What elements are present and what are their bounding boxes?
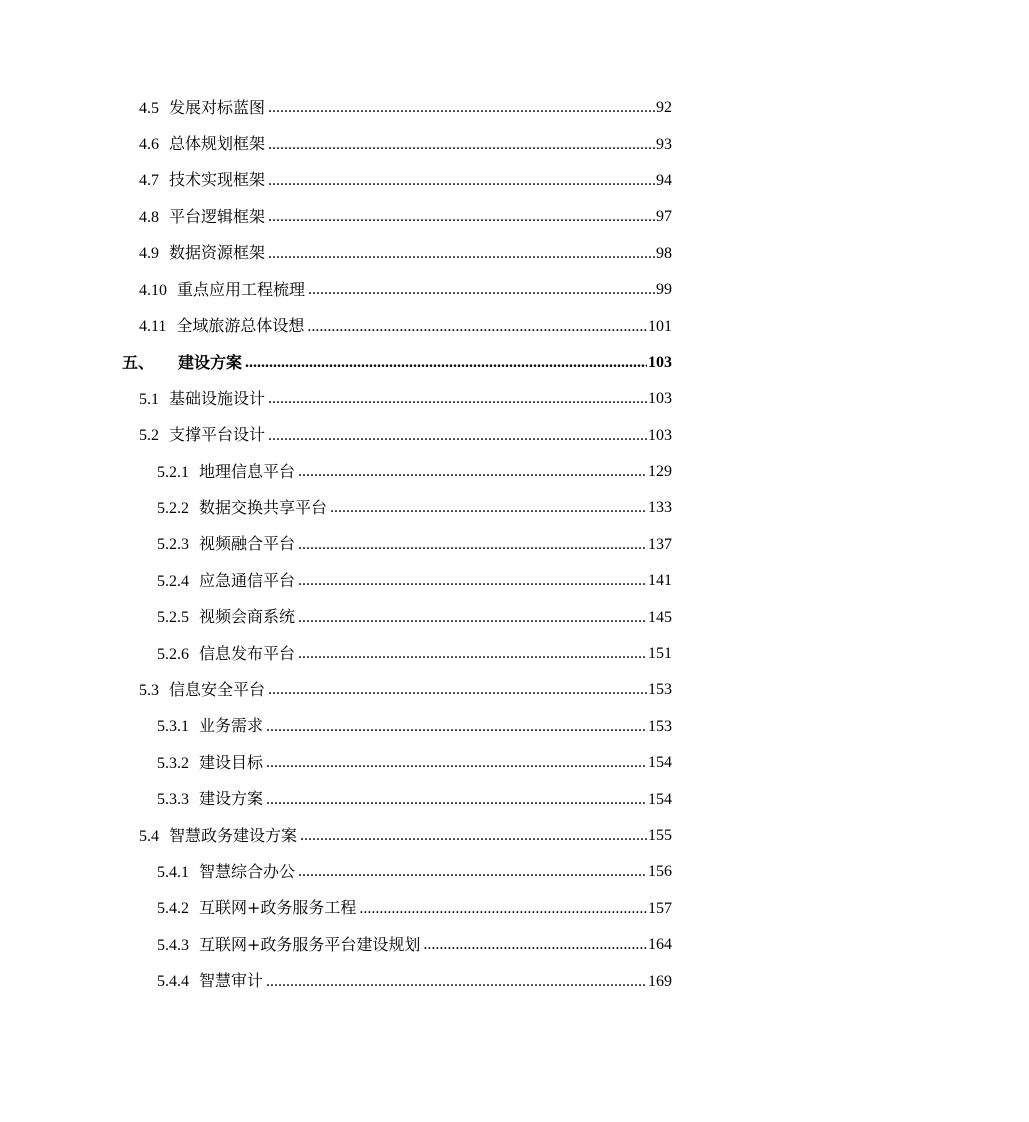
toc-entry-page: 94 [656,171,672,189]
toc-entry-label [157,753,263,774]
toc-entry-title: 信息安全平台 [169,679,266,699]
toc-entry-label [157,498,327,519]
toc-entry-title: 总体规划框架 [169,134,266,154]
toc-entry-title: 视频会商系统 [199,607,296,627]
toc-entry-title: 地理信息平台 [199,461,296,481]
toc-entry[interactable] [0,163,672,199]
toc-entry-label [157,935,420,956]
toc-chapter-entry[interactable] [0,345,672,381]
toc-entry-number: 5.3 [139,681,159,699]
toc-entry-title: 业务需求 [199,716,264,736]
toc-entry-number: 5.4.1 [157,863,189,881]
toc-entry-number: 5.4 [139,827,159,845]
toc-entry[interactable] [0,126,672,162]
toc-subentry[interactable] [0,745,672,781]
toc-entry-page: 156 [648,863,672,881]
toc-entry-page: 137 [648,535,672,553]
toc-entry-label [157,607,295,628]
dot-leader [298,644,647,664]
toc-entry[interactable] [0,418,672,454]
toc-entry-page: 164 [648,936,672,954]
toc-entry-label [139,425,265,446]
toc-entry-number: 5.2.4 [157,572,189,590]
toc-entry-number: 5.4.4 [157,973,189,991]
dot-leader [298,535,647,555]
toc-subentry[interactable] [0,854,672,890]
dot-leader [423,935,647,955]
toc-entry-page: 98 [656,244,672,262]
toc-entry-title: 互联网+政务服务工程 [199,898,357,918]
toc-entry-number: 5.3.1 [157,718,189,736]
toc-entry-page: 153 [648,681,672,699]
toc-entry-label [139,207,265,228]
toc-entry-label [139,243,265,264]
dot-leader [298,462,647,482]
toc-entry-label [157,789,263,810]
toc-entry-number: 4.10 [139,281,167,299]
toc-subentry[interactable] [0,563,672,599]
toc-entry-label [139,826,297,847]
toc-entry-page: 154 [648,754,672,772]
toc-entry-number: 5.1 [139,390,159,408]
toc-entry-title: 基础设施设计 [169,388,266,408]
dot-leader [266,790,647,810]
toc-entry-title: 视频融合平台 [199,534,296,554]
toc-entry-page: 93 [656,135,672,153]
dot-leader [300,826,647,846]
toc-entry-label [157,462,295,483]
toc-entry-label [139,316,304,337]
toc-entry-page: 101 [648,317,672,335]
toc-entry[interactable] [0,199,672,235]
toc-entry-title: 智慧政务建设方案 [169,825,298,845]
toc-entry-page: 155 [648,827,672,844]
toc-entry-page: 103 [648,426,672,444]
toc-entry-page: 103 [648,353,672,371]
toc-entry[interactable] [0,90,672,126]
toc-entry-label [157,862,295,883]
toc-entry-title: 平台逻辑框架 [169,206,266,226]
dot-leader [298,571,647,591]
toc-entry-label [139,170,265,191]
toc-entry-label [157,644,295,665]
toc-entry-title: 信息发布平台 [199,643,296,663]
toc-subentry[interactable] [0,490,672,526]
toc-entry-number: 4.5 [139,99,159,117]
toc-entry-number: 5.2.5 [157,609,189,627]
toc-entry-title: 支撑平台设计 [169,425,266,445]
toc-entry-number: 5.2 [139,427,159,445]
dot-leader [268,171,655,191]
toc-entry-label [157,534,295,555]
toc-entry-number: 5.2.3 [157,536,189,554]
toc-entry-label [139,134,265,155]
toc-entry[interactable] [0,672,672,708]
toc-entry-title: 应急通信平台 [199,570,296,590]
toc-entry-number: 5.3.2 [157,754,189,772]
toc-entry-page: 153 [648,717,672,735]
dot-leader [266,717,647,737]
toc-entry-number: 4.6 [139,136,159,154]
toc-entry-number: 4.7 [139,172,159,190]
toc-entry[interactable] [0,818,672,854]
toc-entry-page: 133 [648,499,672,517]
toc-entry-label [157,898,356,919]
toc-subentry[interactable] [0,454,672,490]
toc-entry-number: 4.8 [139,208,159,226]
dot-leader [268,389,647,409]
toc-entry-title: 数据交换共享平台 [199,497,328,517]
toc-entry-label [139,680,265,701]
toc-entry-title: 智慧综合办公 [199,861,296,881]
toc-entry-label [139,280,305,301]
toc-entry[interactable] [0,236,672,272]
dot-leader [308,280,655,300]
dot-leader [359,899,647,919]
toc-entry-title: 互联网+政务服务平台建设规划 [199,934,421,954]
dot-leader [266,753,647,773]
dot-leader [298,862,647,882]
dot-leader [268,426,647,446]
toc-entry-label [157,716,263,737]
toc-entry-label [139,98,265,119]
dot-leader [268,244,655,264]
toc-entry-label [157,971,263,992]
toc-entry-title: 技术实现框架 [169,170,266,190]
toc-entry-label [139,389,265,410]
dot-leader [268,135,655,155]
table-of-contents [0,90,1029,1000]
toc-subentry[interactable] [0,963,672,999]
dot-leader [245,353,647,373]
dot-leader [307,317,647,337]
toc-entry-number: 4.11 [139,318,167,336]
toc-entry-page: 169 [648,972,672,990]
toc-entry-title: 数据资源框架 [169,243,266,263]
toc-entry-page: 92 [656,99,672,117]
toc-entry-page: 141 [648,572,672,590]
toc-subentry[interactable] [0,709,672,745]
toc-entry-label [122,353,242,373]
toc-subentry[interactable] [0,781,672,817]
toc-subentry[interactable] [0,599,672,635]
toc-entry-page: 99 [656,281,672,299]
toc-entry[interactable] [0,381,672,417]
dot-leader [298,608,647,628]
toc-entry-title: 建设目标 [199,752,264,772]
toc-entry-number: 五、 [122,352,155,372]
toc-entry-number: 5.4.2 [157,900,189,918]
toc-entry-page: 154 [648,790,672,808]
toc-entry-page: 157 [648,899,672,917]
toc-entry-page: 151 [648,645,672,663]
toc-entry-number: 5.3.3 [157,791,189,809]
toc-entry-title: 建设方案 [178,352,243,372]
toc-entry-title: 重点应用工程梳理 [177,279,306,299]
toc-subentry[interactable] [0,636,672,672]
dot-leader [268,680,647,700]
toc-entry-number: 5.2.6 [157,645,189,663]
toc-entry-number: 4.9 [139,245,159,263]
toc-entry-page: 97 [656,208,672,226]
toc-entry-number: 5.2.1 [157,463,189,481]
toc-entry-page: 145 [648,608,672,626]
toc-entry-number: 5.2.2 [157,499,189,517]
toc-subentry[interactable] [0,891,672,927]
toc-entry-title: 发展对标蓝图 [169,97,266,117]
toc-entry-page: 103 [648,390,672,408]
toc-entry-page: 129 [648,463,672,481]
dot-leader [268,98,655,118]
toc-subentry[interactable] [0,927,672,963]
dot-leader [266,972,647,992]
toc-entry-title: 智慧审计 [199,971,264,991]
toc-entry-title: 建设方案 [199,789,264,809]
dot-leader [268,207,655,227]
toc-entry[interactable] [0,272,672,308]
toc-entry-number: 5.4.3 [157,936,189,954]
toc-subentry[interactable] [0,527,672,563]
dot-leader [330,498,647,518]
toc-entry[interactable] [0,308,672,344]
toc-entry-label [157,571,295,592]
toc-entry-title: 全域旅游总体设想 [176,316,305,336]
